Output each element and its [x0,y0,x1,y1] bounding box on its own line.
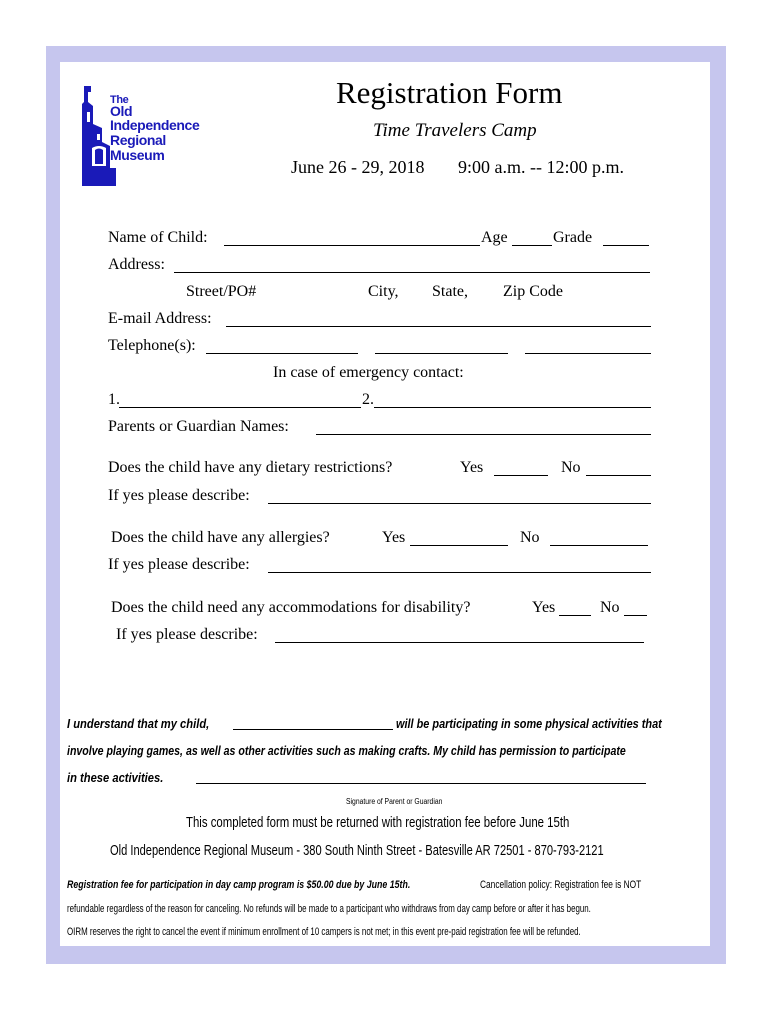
emergency-2-label: 2. [362,391,374,408]
age-label: Age [481,229,508,246]
refund-note: refundable regardless of the reason for canceling. No refunds will be made to a participant who withdraws from day camp before or after it has begun. [67,903,591,915]
museum-address: Old Independence Regional Museum - 380 South Ninth Street - Batesville AR 72501 - 870-793-2121 [110,842,604,859]
state-caption: State, [432,283,468,300]
zip-caption: Zip Code [503,283,563,300]
address-field[interactable] [174,272,650,273]
dietary-no-field[interactable] [586,475,651,476]
logo-line-old: Old [110,103,133,119]
allergies-yes-label: Yes [382,529,406,546]
disability-no-label: No [600,599,620,616]
consent-line-3: in these activities. [67,770,164,785]
allergies-describe-field[interactable] [268,572,651,573]
allergies-question: Does the child have any allergies? [111,529,330,546]
cancel-note: OIRM reserves the right to cancel the event if minimum enrollment of 10 campers is not met; in this event pre-paid registration fee will be refunded. [67,926,581,938]
disability-describe-label: If yes please describe: [116,626,258,643]
child-name-consent-field[interactable] [233,729,393,730]
signature-field[interactable] [196,783,646,784]
dietary-no-label: No [561,459,581,476]
emergency-1-label: 1. [108,391,120,408]
disability-yes-field[interactable] [559,615,591,616]
dietary-yes-label: Yes [460,459,484,476]
allergies-no-field[interactable] [550,545,648,546]
phone-field-3[interactable] [525,353,651,354]
dietary-describe-label: If yes please describe: [108,487,250,504]
camp-name: Time Travelers Camp [373,120,537,141]
parents-field[interactable] [316,434,651,435]
name-label: Name of Child: [108,229,208,246]
consent-line-1a: I understand that my child, [67,716,210,731]
city-caption: City, [368,283,399,300]
disability-question: Does the child need any accommodations for disability? [111,599,471,616]
logo-line-the: The [110,94,129,106]
camp-times: 9:00 a.m. -- 12:00 p.m. [458,157,624,177]
consent-line-1b: will be participating in some physical activities that [396,716,662,731]
consent-line-2: involve playing games, as well as other activities such as making crafts. My child has permission to participate [67,743,626,758]
parents-label: Parents or Guardian Names: [108,418,289,435]
email-label: E-mail Address: [108,310,212,327]
dietary-describe-field[interactable] [268,503,651,504]
dietary-yes-field[interactable] [494,475,548,476]
address-label: Address: [108,256,165,273]
cancellation-policy: Cancellation policy: Registration fee is NOT [480,879,642,891]
allergies-yes-field[interactable] [410,545,508,546]
name-field[interactable] [224,245,480,246]
fee-note: Registration fee for participation in day camp program is $50.00 due by June 15th. [67,879,411,891]
allergies-describe-label: If yes please describe: [108,556,250,573]
signature-caption: Signature of Parent or Guardian [346,797,443,806]
email-field[interactable] [226,326,651,327]
allergies-no-label: No [520,529,540,546]
logo-line-independence: Independence [110,117,200,133]
phone-field-2[interactable] [375,353,508,354]
logo-line-regional: Regional [110,132,166,148]
emergency-heading: In case of emergency contact: [273,364,464,381]
disability-describe-field[interactable] [275,642,644,643]
disability-yes-label: Yes [532,599,556,616]
logo-line-museum: Museum [110,147,165,163]
camp-dates: June 26 - 29, 2018 [291,157,425,177]
emergency-contact-1-field[interactable] [119,407,361,408]
grade-label: Grade [553,229,593,246]
emergency-contact-2-field[interactable] [374,407,651,408]
disability-no-field[interactable] [624,615,647,616]
phone-field-1[interactable] [206,353,358,354]
return-note: This completed form must be returned with registration fee before June 15th [186,814,570,831]
age-field[interactable] [512,245,552,246]
street-caption: Street/PO# [186,283,257,300]
page-title: Registration Form [336,75,563,110]
phone-label: Telephone(s): [108,337,196,354]
grade-field[interactable] [603,245,649,246]
dietary-question: Does the child have any dietary restrictions? [108,459,393,476]
